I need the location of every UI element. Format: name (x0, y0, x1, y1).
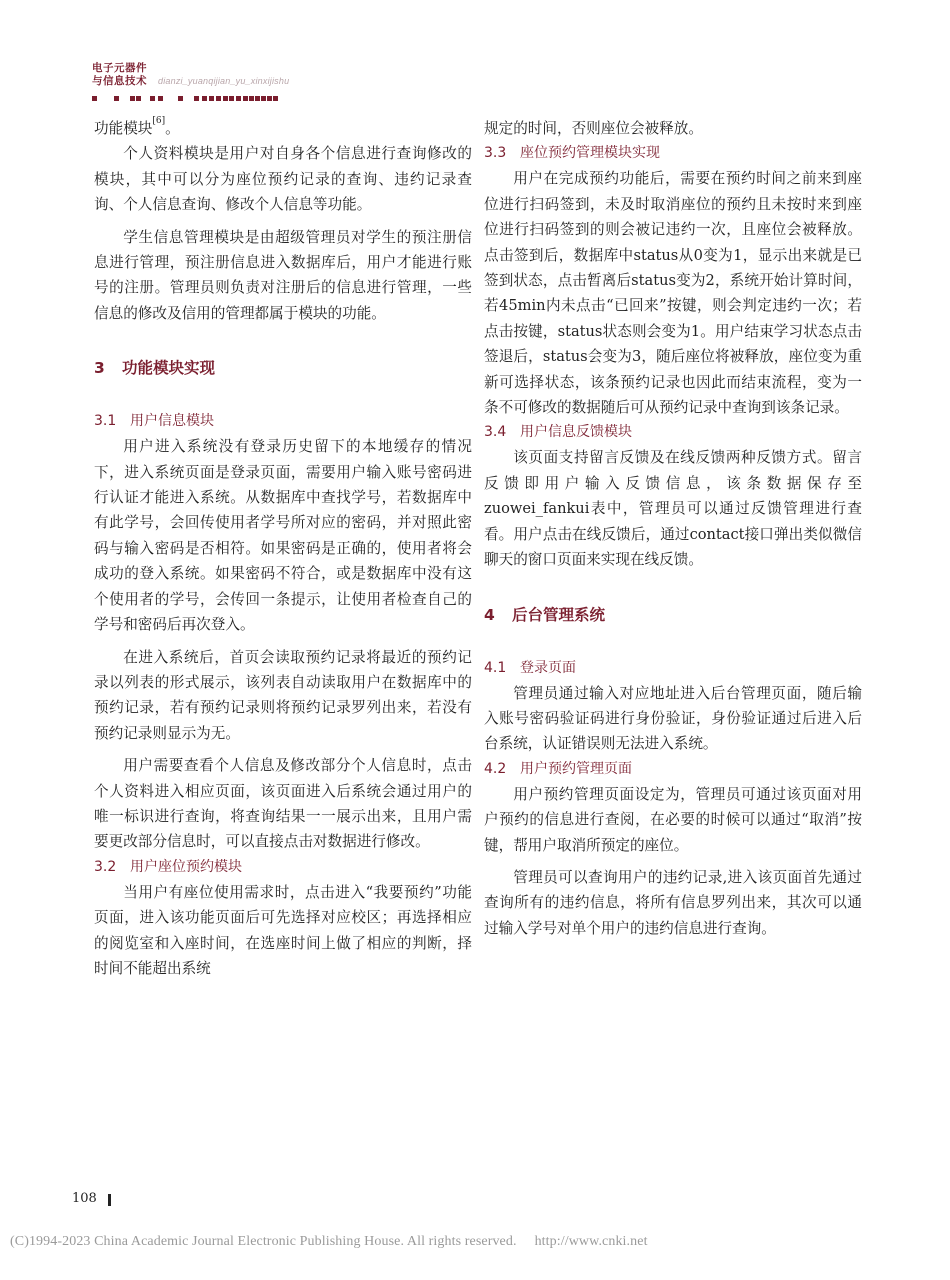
paragraph: 当用户有座位使用需求时，点击进入“我要预约”功能页面，进入该功能页面后可先选择对应校区；再选择相应的阅览室和入座时间，在选座时间上做了相应的判断，择时间不能超出系统 (94, 883, 472, 977)
subsection-heading-4-2: 4.2 用户预约管理页面 (484, 760, 632, 777)
paragraph: 用户预约管理页面设定为，管理员可通过该页面对用户预约的信息进行查阅，在必要的时候可以通过“取消”按键，帮用户取消所预定的座位。 (484, 785, 862, 854)
page-number: 108 (72, 1191, 97, 1206)
paragraph: 功能模块[6]。 (94, 116, 180, 137)
paragraph: 规定的时间，否则座位会被释放。 (484, 120, 703, 137)
journal-masthead (92, 62, 392, 112)
paragraph: 用户在完成预约功能后，需要在预约时间之前来到座位进行扫码签到，未及时取消座位的预约且未按时来到座位进行扫码签到的则会被记违约一次，且座位会被释放。点击签到后，数据库中status从0变为1，显示出来就是已签到状态，点击暂离后status变为2，系统开始计算时间，若45min内未点击“已回来”按键，则会判定违约一次；若点击按键，status状态则会变为1。用户结束学习状态点击签退后，status会变为3，随后座位将被释放，座位变为重新可选择状态，该条预约记录也因此而结束流程，变为一条不可修改的数据随后可从预约记录中查询到该条记录。 (484, 170, 862, 417)
paragraph: 个人资料模块是用户对自身各个信息进行查询修改的模块，其中可以分为座位预约记录的查询、违约记录查询、个人信息查询、修改个人信息等功能。 (94, 145, 472, 214)
subsection-heading-3-4: 3.4 用户信息反馈模块 (484, 424, 632, 441)
masthead-dot-pattern (92, 96, 292, 104)
paragraph: 管理员通过输入对应地址进入后台管理页面，随后输入账号密码验证码进行身份验证，身份验证通过后进入后台系统，认证错误则无法进入系统。 (484, 684, 862, 753)
paragraph: 管理员可以查询用户的违约记录,进入该页面首先通过查询所有的违约信息，将所有信息罗列出来，其次可以通过输入学号对单个用户的违约信息进行查询。 (484, 868, 862, 937)
journal-pinyin: dianzi_yuanqijian_yu_xinxijishu (158, 76, 290, 86)
copyright-notice (10, 1234, 648, 1250)
subsection-heading-3-1: 3.1 用户信息模块 (94, 413, 214, 430)
subsection-heading-4-1: 4.1 登录页面 (484, 659, 576, 676)
subsection-heading-3-2: 3.2 用户座位预约模块 (94, 858, 242, 875)
citation-ref: [6] (152, 116, 166, 126)
paragraph: 在进入系统后，首页会读取预约记录将最近的预约记录以列表的形式展示，该列表自动读取用户在数据库中的预约记录，若有预约记录则将预约记录罗列出来，若没有预约记录则显示为无。 (94, 648, 472, 742)
paragraph: 用户进入系统没有登录历史留下的本地缓存的情况下，进入系统页面是登录页面，需要用户输入账号密码进行认证才能进入系统。从数据库中查找学号，若数据库中有此学号，会回传使用者学号所对应的密码，并对照此密码与输入密码是否相符。如果密码是正确的，使用者将会成功的登入系统。如果密码不符合，或是数据库中没有这个使用者的学号，会传回一条提示，让使用者检查自己的学号和密码后再次登入。 (94, 438, 472, 634)
journal-title-line2: 与信息技术 (92, 75, 147, 87)
copyright-text: (C)1994-2023 China Academic Journal Electronic Publishing House. All rights reserved. (10, 1234, 517, 1249)
paragraph: 该页面支持留言反馈及在线反馈两种反馈方式。留言反馈即用户输入反馈信息，该条数据保存至zuowei_fankui表中，管理员可以通过反馈管理进行查看。用户点击在线反馈后，通过contact接口弹出类似微信聊天的窗口页面来实现在线反馈。 (484, 449, 862, 569)
copyright-url[interactable]: http://www.cnki.net (534, 1234, 648, 1249)
paragraph: 学生信息管理模块是由超级管理员对学生的预注册信息进行管理，预注册信息进入数据库后，用户才能进行账号的注册。管理员则负责对注册后的信息进行管理，一些信息的修改及信用的管理都属于模块的功能。 (94, 228, 472, 322)
paragraph: 用户需要查看个人信息及修改部分个人信息时，点击个人资料进入相应页面，该页面进入后系统会通过用户的唯一标识进行查询，将查询结果一一展示出来，且用户需要更改部分信息时，可以直接点击对数据进行修改。 (94, 757, 472, 851)
left-column (94, 116, 472, 981)
section-heading-3: 3 功能模块实现 (94, 359, 216, 378)
right-column (484, 116, 862, 941)
section-heading-4: 4 后台管理系统 (484, 605, 606, 624)
journal-title-line1: 电子元器件 (92, 62, 147, 74)
page-number-bar (108, 1194, 111, 1206)
subsection-heading-3-3: 3.3 座位预约管理模块实现 (484, 145, 660, 162)
